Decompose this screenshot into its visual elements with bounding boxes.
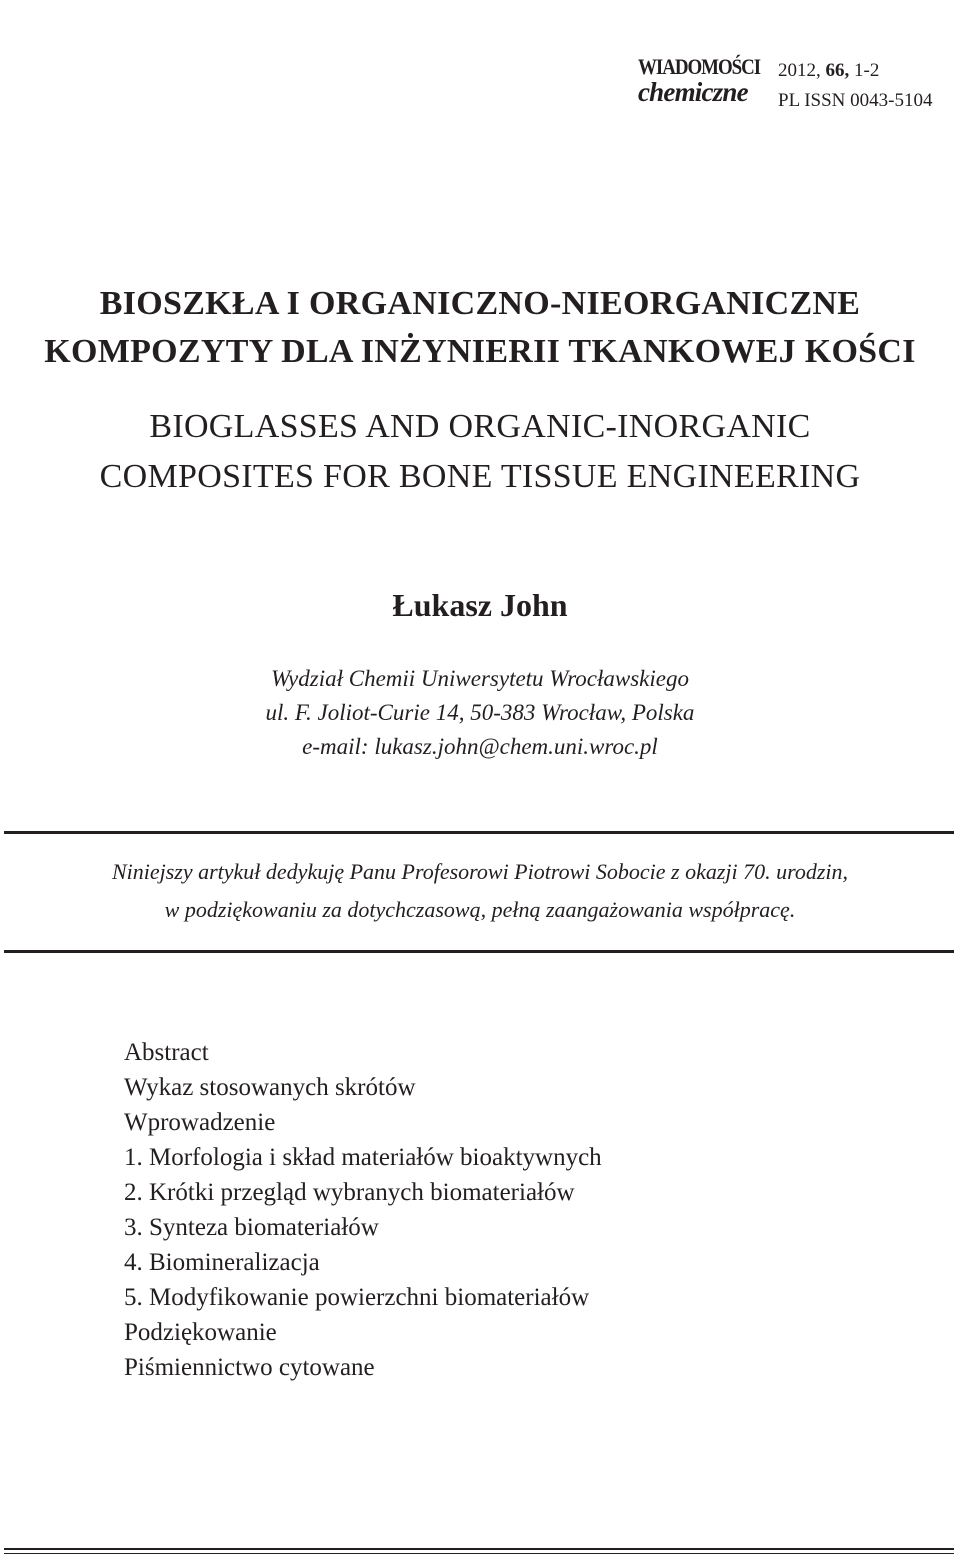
- journal-logo: [636, 54, 766, 114]
- divider-top: [4, 831, 954, 834]
- page-bottom-rule: [4, 1548, 954, 1550]
- toc-item: 5. Modyfikowanie powierzchni biomateriałów: [124, 1284, 590, 1311]
- issue-info: [778, 56, 932, 116]
- toc-item: Wprowadzenie: [124, 1109, 276, 1136]
- toc-item: Abstract: [124, 1039, 209, 1066]
- affiliation-department: Wydział Chemii Uniwersytetu Wrocławskiego: [270, 666, 689, 691]
- dedication-line-2: w podziękowaniu za dotychczasową, pełną zaangażowania współpracę.: [164, 897, 796, 922]
- toc-item: 1. Morfologia i skład materiałów bioaktywnych: [124, 1144, 602, 1171]
- divider-bottom: [4, 950, 954, 953]
- issue-volume: 66,: [825, 60, 850, 81]
- title-polish-line-1: BIOSZKŁA I ORGANICZNO-NIEORGANICZNE: [99, 285, 861, 322]
- author-name: Łukasz John: [392, 587, 568, 623]
- issn: PL ISSN 0043-5104: [778, 90, 933, 111]
- toc-item: 2. Krótki przegląd wybranych biomateriałów: [124, 1179, 575, 1206]
- toc-item: 4. Biomineralizacja: [124, 1249, 320, 1276]
- affiliation: [0, 662, 960, 764]
- table-of-contents: [124, 1035, 924, 1385]
- title-polish-line-2: KOMPOZYTY DLA INŻYNIERII TKANKOWEJ KOŚCI: [44, 333, 916, 370]
- affiliation-address: ul. F. Joliot-Curie 14, 50-383 Wrocław, Polska: [265, 700, 695, 725]
- title-english-line-1: BIOGLASSES AND ORGANIC-INORGANIC: [149, 408, 811, 445]
- issue-line: [778, 56, 932, 86]
- affiliation-email: e-mail: lukasz.john@chem.uni.wroc.pl: [302, 734, 658, 759]
- journal-logo-top: WIADOMOŚCI: [638, 54, 761, 79]
- title-english-line-2: COMPOSITES FOR BONE TISSUE ENGINEERING: [99, 458, 861, 495]
- journal-header: [636, 54, 936, 114]
- page-bottom-rule-thin: [4, 1553, 954, 1554]
- dedication-line-1: Niniejszy artykuł dedykuję Panu Profesorowi Piotrowi Sobocie z okazji 70. urodzin,: [111, 859, 849, 884]
- toc-item: Piśmiennictwo cytowane: [124, 1354, 375, 1381]
- toc-item: 3. Synteza biomateriałów: [124, 1214, 379, 1241]
- issue-number: 1-2: [854, 60, 880, 81]
- title-english: [0, 402, 960, 502]
- dedication: [0, 853, 960, 929]
- issue-year: 2012,: [778, 60, 821, 81]
- toc-item: Wykaz stosowanych skrótów: [124, 1074, 416, 1101]
- toc-item: Podziękowanie: [124, 1319, 277, 1346]
- title-polish: [0, 280, 960, 376]
- journal-logo-bottom: chemiczne: [638, 77, 748, 107]
